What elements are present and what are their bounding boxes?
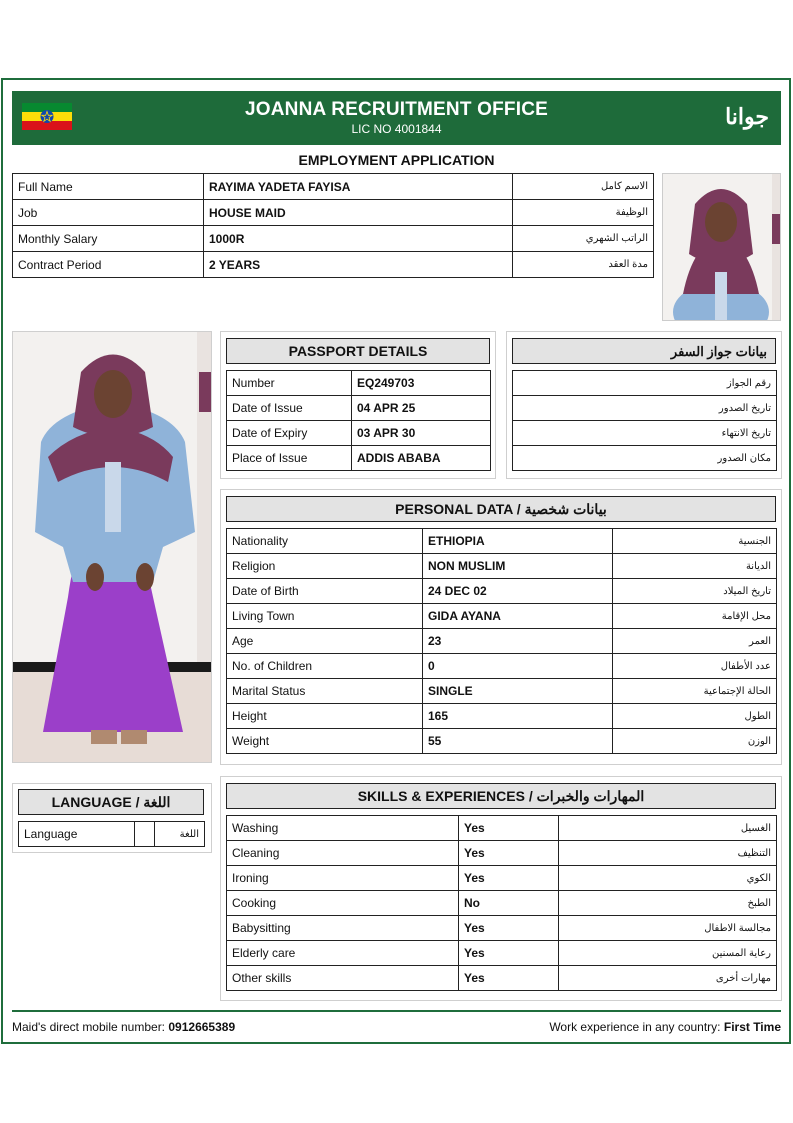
field-label-arabic: مهارات أخرى — [559, 966, 777, 991]
table-row — [13, 174, 654, 200]
portrait-photo — [662, 173, 781, 321]
experience-label: Work experience in any country: — [549, 1020, 721, 1034]
field-label-arabic: مدة العقد — [513, 252, 654, 278]
field-label-arabic: الجنسية — [613, 529, 777, 554]
table-row — [227, 816, 777, 841]
field-label: Elderly care — [227, 941, 459, 966]
table-row — [13, 252, 654, 278]
field-value: Yes — [459, 841, 559, 866]
table-row — [13, 226, 654, 252]
field-value: 24 DEC 02 — [423, 579, 613, 604]
field-value: SINGLE — [423, 679, 613, 704]
table-row — [513, 421, 777, 446]
field-label-arabic: الكوي — [559, 866, 777, 891]
personal-data-table — [226, 528, 777, 754]
table-row — [227, 529, 777, 554]
table-row — [227, 729, 777, 754]
field-value: RAYIMA YADETA FAYISA — [204, 174, 513, 200]
field-label: Cooking — [227, 891, 459, 916]
table-row — [227, 704, 777, 729]
application-title: EMPLOYMENT APPLICATION — [298, 152, 495, 168]
field-value — [135, 822, 155, 847]
field-label: Date of Issue — [227, 396, 352, 421]
field-label: Washing — [227, 816, 459, 841]
field-label: Living Town — [227, 604, 423, 629]
table-row — [227, 866, 777, 891]
field-value: 0 — [423, 654, 613, 679]
field-value: GIDA AYANA — [423, 604, 613, 629]
table-row — [227, 446, 491, 471]
field-value: 2 YEARS — [204, 252, 513, 278]
field-label-arabic: الحالة الإجتماعية — [613, 679, 777, 704]
passport-title-arabic: بيانات جواز السفر — [512, 338, 776, 364]
table-row — [227, 891, 777, 916]
field-value: ADDIS ABABA — [352, 446, 491, 471]
field-value: 55 — [423, 729, 613, 754]
field-label-arabic: رقم الجواز — [513, 371, 777, 396]
table-row — [227, 654, 777, 679]
skills-title: SKILLS & EXPERIENCES / المهارات والخبرات — [226, 783, 776, 809]
passport-table — [226, 370, 491, 471]
field-label: Monthly Salary — [13, 226, 204, 252]
field-label-arabic: عدد الأطفال — [613, 654, 777, 679]
field-label-arabic: الطول — [613, 704, 777, 729]
field-label: Religion — [227, 554, 423, 579]
table-row — [227, 579, 777, 604]
field-value: 03 APR 30 — [352, 421, 491, 446]
table-row — [513, 371, 777, 396]
field-label-arabic: رعاية المسنين — [559, 941, 777, 966]
office-header — [12, 91, 781, 145]
table-row — [227, 554, 777, 579]
full-body-photo-panel — [12, 331, 212, 763]
field-label: Number — [227, 371, 352, 396]
field-value: NON MUSLIM — [423, 554, 613, 579]
field-label: Contract Period — [13, 252, 204, 278]
table-row — [227, 629, 777, 654]
field-label-arabic: الوظيفة — [513, 200, 654, 226]
mobile-label: Maid's direct mobile number: — [12, 1020, 166, 1034]
field-value: Yes — [459, 916, 559, 941]
field-label-arabic: تاريخ الصدور — [513, 396, 777, 421]
field-value: 165 — [423, 704, 613, 729]
field-label-arabic: الراتب الشهري — [513, 226, 654, 252]
table-row — [13, 200, 654, 226]
field-label: Ironing — [227, 866, 459, 891]
field-label-arabic: تاريخ الميلاد — [613, 579, 777, 604]
field-label-arabic: مكان الصدور — [513, 446, 777, 471]
table-row — [227, 916, 777, 941]
passport-arabic-table — [512, 370, 777, 471]
field-label-arabic: الاسم كامل — [513, 174, 654, 200]
field-label-arabic: العمر — [613, 629, 777, 654]
field-label-arabic: تاريخ الانتهاء — [513, 421, 777, 446]
field-value: 04 APR 25 — [352, 396, 491, 421]
field-label-arabic: اللغة — [155, 822, 205, 847]
field-label-arabic: محل الإقامة — [613, 604, 777, 629]
field-label: Height — [227, 704, 423, 729]
field-label-arabic: الطبخ — [559, 891, 777, 916]
table-row — [227, 604, 777, 629]
field-value: Yes — [459, 941, 559, 966]
mobile-number-line — [12, 1020, 235, 1034]
personal-data-title: PERSONAL DATA / بيانات شخصية — [226, 496, 776, 522]
field-label: Other skills — [227, 966, 459, 991]
table-row — [19, 822, 205, 847]
field-label: Babysitting — [227, 916, 459, 941]
table-row — [513, 446, 777, 471]
field-label: Date of Birth — [227, 579, 423, 604]
field-label: Age — [227, 629, 423, 654]
field-label-arabic: الديانة — [613, 554, 777, 579]
passport-title: PASSPORT DETAILS — [226, 338, 490, 364]
employment-table — [12, 173, 654, 278]
office-title: JOANNA RECRUITMENT OFFICE — [244, 99, 549, 120]
table-row — [227, 679, 777, 704]
full-body-photo — [13, 332, 211, 762]
table-row — [227, 396, 491, 421]
language-table — [18, 821, 205, 847]
table-row — [227, 966, 777, 991]
field-label: Full Name — [13, 174, 204, 200]
field-label: Cleaning — [227, 841, 459, 866]
field-label-arabic: الوزن — [613, 729, 777, 754]
table-row — [513, 396, 777, 421]
field-label-arabic: التنظيف — [559, 841, 777, 866]
table-row — [227, 421, 491, 446]
field-value: 1000R — [204, 226, 513, 252]
table-row — [227, 371, 491, 396]
field-value: EQ249703 — [352, 371, 491, 396]
field-label: Language — [19, 822, 135, 847]
field-label: Job — [13, 200, 204, 226]
experience-value: First Time — [723, 1020, 781, 1034]
skills-table — [226, 815, 777, 991]
table-row — [227, 841, 777, 866]
footer-divider — [12, 1010, 781, 1012]
field-label: Nationality — [227, 529, 423, 554]
license-number: LIC NO 4001844 — [351, 122, 442, 136]
field-label-arabic: الغسيل — [559, 816, 777, 841]
field-value: Yes — [459, 866, 559, 891]
language-title: LANGUAGE / اللغة — [18, 789, 204, 815]
field-value: Yes — [459, 966, 559, 991]
field-label: Date of Expiry — [227, 421, 352, 446]
field-value: HOUSE MAID — [204, 200, 513, 226]
work-experience-line — [549, 1020, 781, 1034]
field-value: ETHIOPIA — [423, 529, 613, 554]
field-label-arabic: مجالسة الاطفال — [559, 916, 777, 941]
field-label: Place of Issue — [227, 446, 352, 471]
field-value: Yes — [459, 816, 559, 841]
field-label: Weight — [227, 729, 423, 754]
field-value: No — [459, 891, 559, 916]
mobile-value: 0912665389 — [168, 1020, 236, 1034]
field-label: Marital Status — [227, 679, 423, 704]
table-row — [227, 941, 777, 966]
field-value: 23 — [423, 629, 613, 654]
office-arabic-name: جوانا — [725, 104, 769, 129]
field-label: No. of Children — [227, 654, 423, 679]
